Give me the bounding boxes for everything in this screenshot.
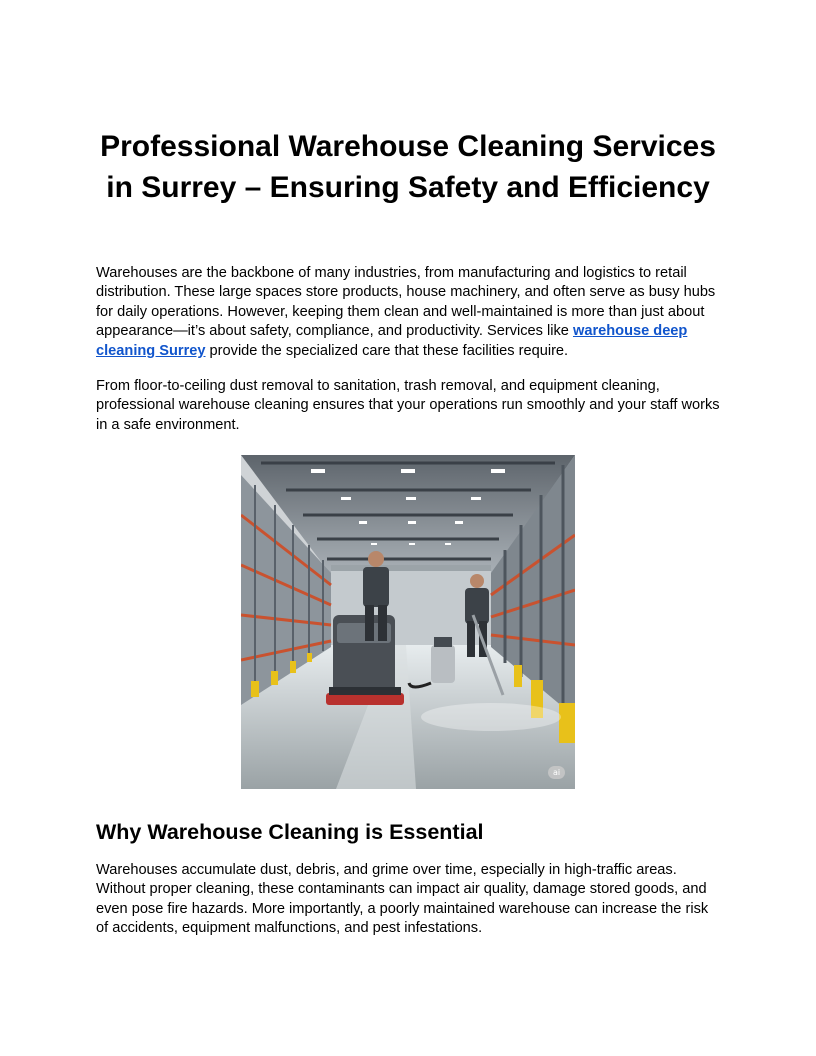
- services-paragraph: From floor-to-ceiling dust removal to sanitation, trash removal, and equipment cleaning, professional warehouse cleaning ensures that your operations run smoothly and your staff works in a safe environment.: [96, 378, 720, 433]
- warehouse-deep-cleaning-link[interactable]: warehouse deep cleaning Surrey: [96, 323, 688, 359]
- essential-paragraph: Warehouses accumulate dust, debris, and grime over time, especially in high-traffic areas. Without proper cleaning, these contaminants can impact air quality, damage stored goods, and even pose fire hazards. More importantly, a poorly maintained warehouse can increase the risk of accidents, equipment malfunctions, and pest infestations.: [96, 862, 709, 937]
- intro-text-before-link: Warehouses are the backbone of many industries, from manufacturing and logistics to retail distribution. These large spaces store products, house machinery, and often serve as busy hubs for daily operations. However, keeping them clean and well-maintained is more than just about appearance—it’s about safety, compliance, and productivity. Services like: [96, 265, 716, 340]
- page-title: Professional Warehouse Cleaning Services in Surrey – Ensuring Safety and Efficiency: [100, 130, 716, 204]
- warehouse-cleaning-photo: [241, 455, 575, 789]
- warehouse-illustration: [241, 455, 575, 789]
- intro-text-after-link: provide the specialized care that these facilities require.: [205, 342, 569, 359]
- ai-badge: ai: [548, 766, 565, 779]
- intro-paragraph: [96, 264, 722, 361]
- section-heading: Why Warehouse Cleaning is Essential: [96, 820, 484, 844]
